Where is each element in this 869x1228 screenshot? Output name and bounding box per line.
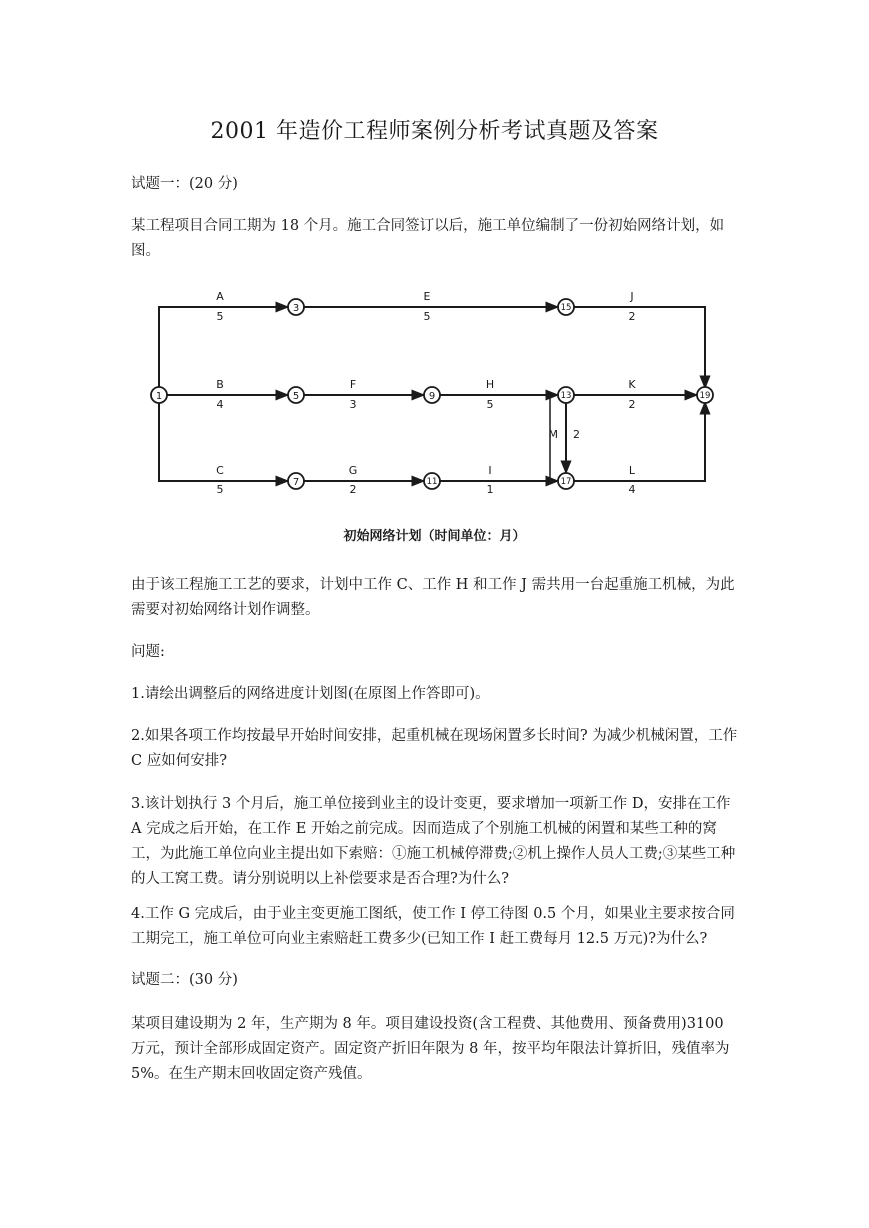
duration-M: 2	[573, 428, 580, 441]
question-4: 4.工作 G 完成后，由于业主变更施工图纸，使工作 I 停工待图 0.5 个月，如果业主要求按合同工期完工，施工单位可向业主索赔赶工费多少(已知工作 I 赶工费每月 12.5 万元)?为什么?	[131, 906, 735, 947]
duration-B: 4	[216, 398, 224, 411]
duration-J: 2	[628, 310, 636, 323]
svg-text:3: 3	[292, 303, 300, 314]
node-15	[558, 299, 574, 315]
node-1	[151, 387, 167, 403]
svg-text:7: 7	[292, 477, 300, 488]
node-5	[288, 387, 304, 403]
q1-heading: 试题一：(20 分)	[131, 176, 238, 192]
svg-text:15: 15	[560, 303, 572, 313]
svg-text:11: 11	[426, 477, 438, 487]
label-M: M	[548, 428, 558, 441]
network-diagram	[150, 280, 720, 495]
node-17	[558, 473, 574, 489]
q1-intro: 某工程项目合同工期为 18 个月。施工合同签订以后，施工单位编制了一份初始网络计划，如图。	[131, 218, 725, 259]
duration-G: 2	[349, 483, 357, 495]
duration-A: 5	[216, 310, 224, 323]
node-13	[558, 387, 574, 403]
label-I: I	[488, 464, 492, 477]
duration-H: 5	[486, 398, 494, 411]
q1-context: 由于该工程施工工艺的要求，计划中工作 C、工作 H 和工作 J 需共用一台起重施工机械，为此需要对初始网络计划作调整。	[131, 577, 735, 618]
svg-text:13: 13	[560, 391, 572, 401]
duration-F: 3	[349, 398, 357, 411]
question-1: 1.请绘出调整后的网络进度计划图(在原图上作答即可)。	[131, 686, 490, 702]
label-C: C	[216, 464, 224, 477]
node-9	[424, 387, 440, 403]
node-3	[288, 299, 304, 315]
label-A: A	[216, 290, 224, 303]
document-title: 2001 年造价工程师案例分析考试真题及答案	[210, 119, 659, 144]
node-7	[288, 473, 304, 489]
label-J: J	[630, 290, 634, 303]
svg-text:1: 1	[155, 391, 163, 402]
label-B: B	[216, 378, 224, 391]
figure-caption: 初始网络计划（时间单位：月）	[343, 529, 526, 544]
duration-K: 2	[628, 398, 636, 411]
question-3: 3.该计划执行 3 个月后，施工单位接到业主的设计变更，要求增加一项新工作 D，安排在工作 A 完成之后开始，在工作 E 开始之前完成。因而造成了个别施工机械的闲置和某些工种的窝工，为此施工单位向业主提出如下索赔：①施工机械停滞费;②机上操作人员人工费;③某些工种的人工窝工费。请分别说明以上补偿要求是否合理?为什么?	[131, 796, 736, 887]
svg-text:5: 5	[292, 391, 300, 402]
duration-E: 5	[423, 310, 431, 323]
label-E: E	[423, 290, 431, 303]
label-K: K	[628, 378, 636, 391]
arrow-L	[574, 402, 705, 481]
question-2: 2.如果各项工作均按最早开始时间安排，起重机械在现场闲置多长时间? 为减少机械闲置，工作 C 应如何安排?	[131, 728, 738, 769]
q2-intro: 某项目建设期为 2 年，生产期为 8 年。项目建设投资(含工程费、其他费用、预备费用)3100 万元，预计全部形成固定资产。固定资产折旧年限为 8 年，按平均年限法计算折旧，残值率为 5%。在生产期末回收固定资产残值。	[131, 1016, 730, 1082]
duration-C: 5	[216, 483, 224, 495]
node-19	[697, 387, 713, 403]
label-H: H	[485, 378, 495, 391]
q2-heading: 试题二：(30 分)	[131, 972, 238, 988]
svg-text:17: 17	[560, 477, 572, 487]
label-L: L	[628, 464, 636, 477]
duration-L: 4	[628, 483, 636, 495]
label-F: F	[349, 378, 357, 391]
node-11	[424, 473, 440, 489]
duration-I: 1	[486, 483, 494, 495]
svg-text:19: 19	[699, 391, 711, 401]
questions-label: 问题:	[131, 644, 165, 660]
arrow-J	[574, 307, 705, 388]
label-G: G	[348, 464, 358, 477]
svg-text:9: 9	[428, 391, 436, 402]
